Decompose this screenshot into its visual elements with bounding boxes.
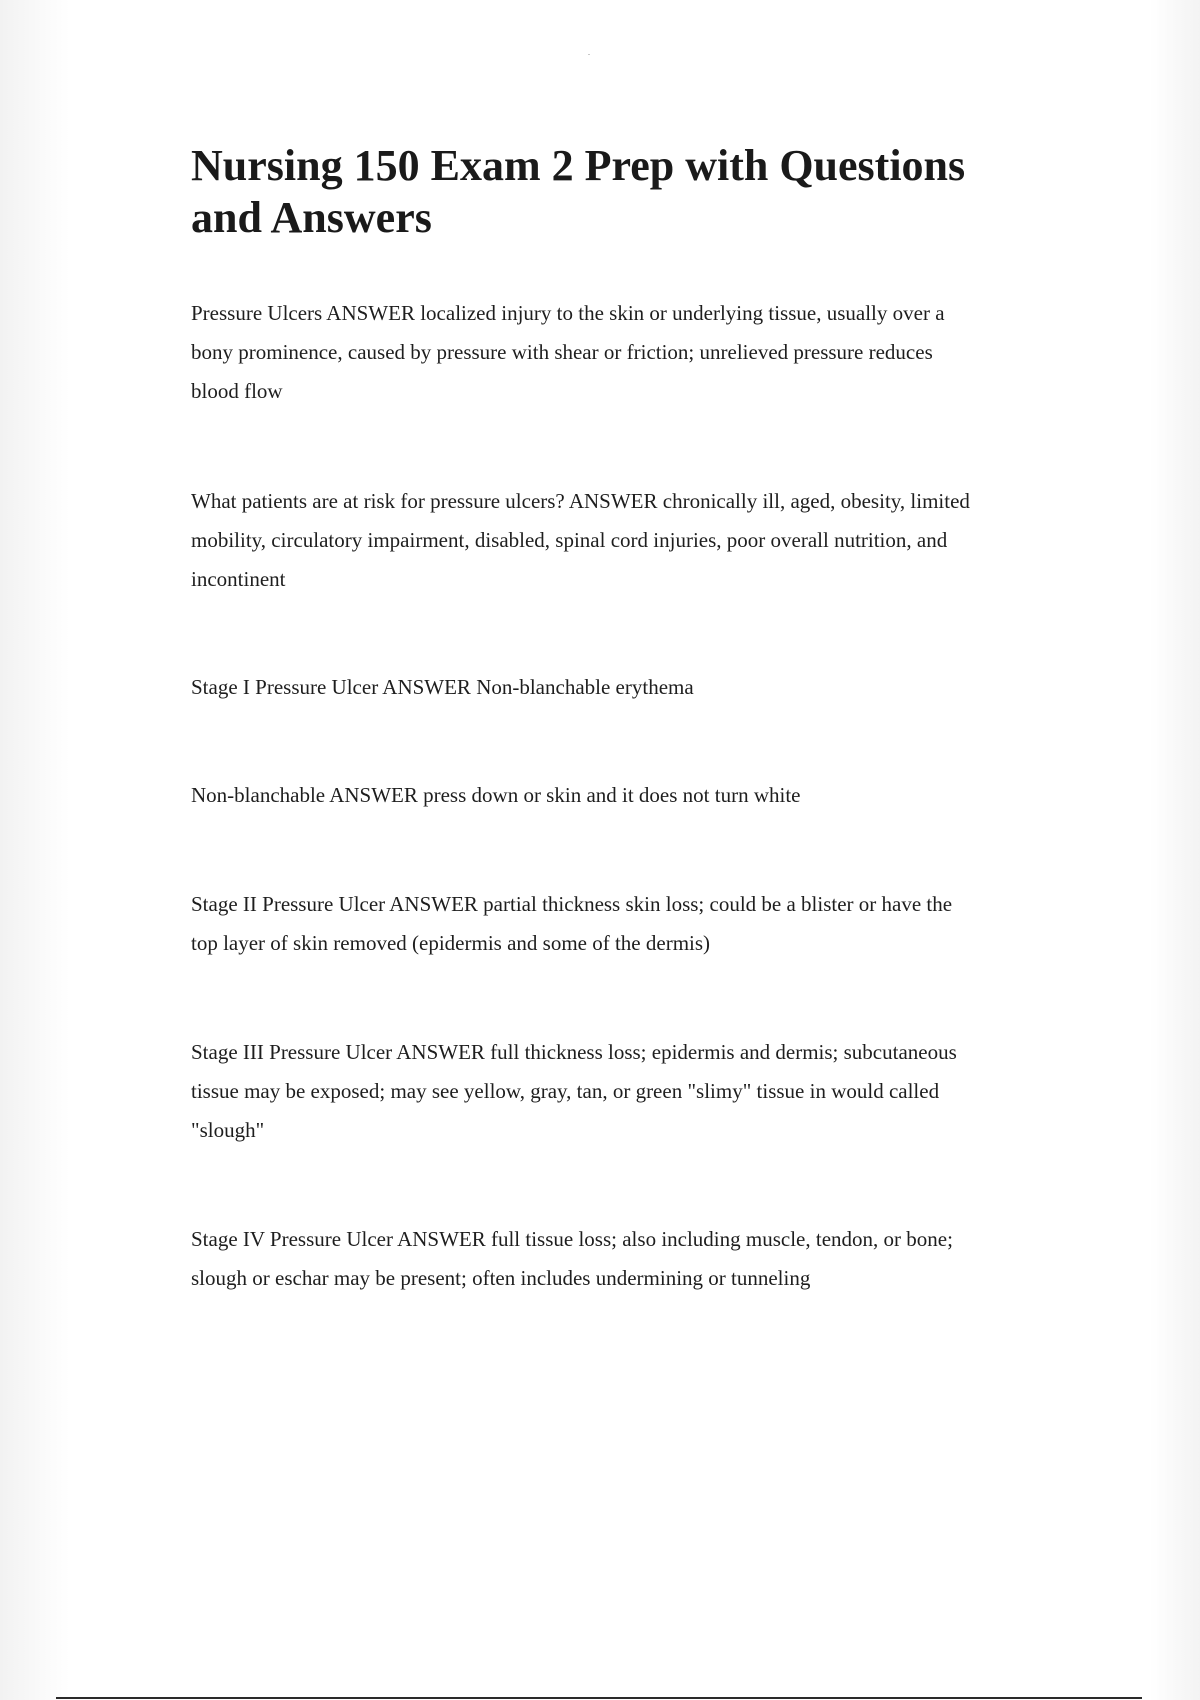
qa-line: Pressure Ulcers ANSWER localized injury to the skin or underlying tissue, usually over a bbox=[191, 301, 945, 325]
scan-speck bbox=[588, 54, 590, 55]
qa-entry-stage-4 bbox=[191, 1220, 1041, 1298]
page-bottom-divider bbox=[56, 1697, 1142, 1699]
qa-line: Stage IV Pressure Ulcer ANSWER full tissue loss; also including muscle, tendon, or bone; bbox=[191, 1227, 953, 1251]
title-line-1: Nursing 150 Exam 2 Prep with Questions bbox=[191, 141, 966, 190]
qa-entry-stage-3 bbox=[191, 1033, 1041, 1150]
qa-entry-non-blanchable bbox=[191, 776, 1041, 815]
qa-line: Stage III Pressure Ulcer ANSWER full thickness loss; epidermis and dermis; subcutaneous bbox=[191, 1040, 957, 1064]
qa-entry-stage-2 bbox=[191, 885, 1041, 963]
qa-line: "slough" bbox=[191, 1118, 265, 1142]
qa-line: slough or eschar may be present; often includes undermining or tunneling bbox=[191, 1266, 811, 1290]
qa-line: blood flow bbox=[191, 379, 283, 403]
qa-line: top layer of skin removed (epidermis and some of the dermis) bbox=[191, 931, 711, 955]
qa-line: Non-blanchable ANSWER press down or skin and it does not turn white bbox=[191, 783, 801, 807]
qa-line: tissue may be exposed; may see yellow, gray, tan, or green "slimy" tissue in would called bbox=[191, 1079, 940, 1103]
qa-line: Stage I Pressure Ulcer ANSWER Non-blanchable erythema bbox=[191, 675, 694, 699]
qa-line: mobility, circulatory impairment, disabled, spinal cord injuries, poor overall nutrition, and bbox=[191, 528, 948, 552]
title-line-2: and Answers bbox=[191, 193, 432, 242]
qa-entry-risk-patients bbox=[191, 482, 1041, 599]
document-title bbox=[191, 140, 1091, 244]
qa-line: incontinent bbox=[191, 567, 286, 591]
qa-entry-pressure-ulcers bbox=[191, 294, 1041, 411]
qa-line: Stage II Pressure Ulcer ANSWER partial thickness skin loss; could be a blister or have the bbox=[191, 892, 953, 916]
qa-entry-stage-1 bbox=[191, 668, 1041, 707]
qa-line: bony prominence, caused by pressure with shear or friction; unrelieved pressure reduces bbox=[191, 340, 933, 364]
qa-line: What patients are at risk for pressure ulcers? ANSWER chronically ill, aged, obesity, limited bbox=[191, 489, 970, 513]
